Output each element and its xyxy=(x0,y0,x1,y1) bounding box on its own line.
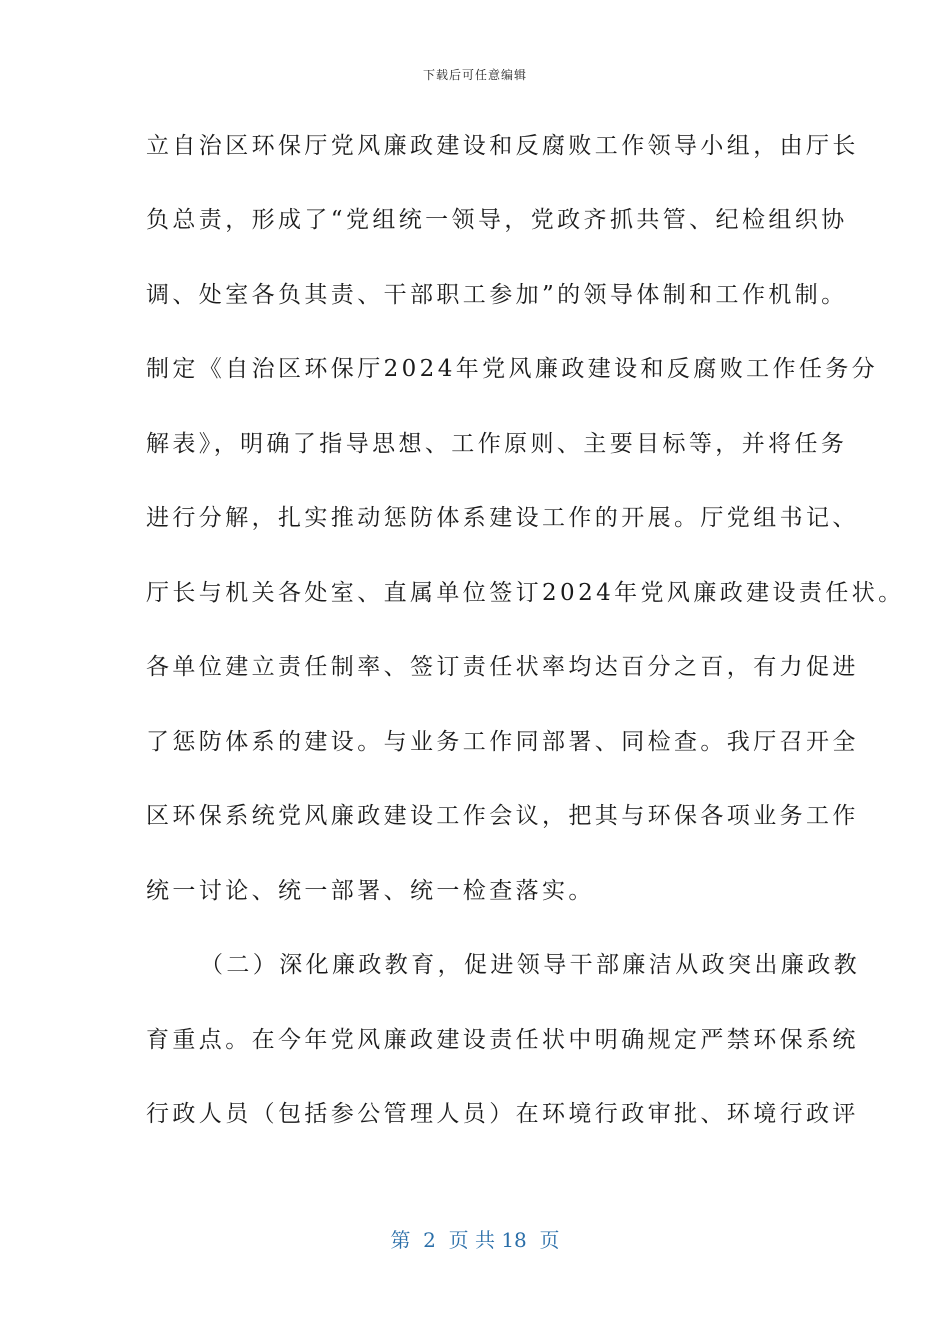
section-heading-line: （二）深化廉政教育，促进领导干部廉洁从政突出廉政教 xyxy=(200,952,860,978)
page-header: 下载后可任意编辑 xyxy=(422,68,527,82)
text-line: 负总责，形成了“党组统一领导，党政齐抓共管、纪检组织协 xyxy=(146,207,848,233)
page-number-footer: 第 2 页 共 18 页 xyxy=(390,1228,560,1252)
text-line: 进行分解，扎实推动惩防体系建设工作的开展。厅党组书记、 xyxy=(146,505,859,531)
text-line: 行政人员（包括参公管理人员）在环境行政审批、环境行政评 xyxy=(146,1101,859,1127)
text-line: 了惩防体系的建设。与业务工作同部署、同检查。我厅召开全 xyxy=(146,729,859,755)
text-line: 统一讨论、统一部署、统一检查落实。 xyxy=(146,878,595,904)
text-line: 厅长与机关各处室、直属单位签订2024年党风廉政建设责任状。 xyxy=(146,580,905,606)
text-line: 调、处室各负其责、干部职工参加”的领导体制和工作机制。 xyxy=(146,282,848,308)
text-line: 区环保系统党风廉政建设工作会议，把其与环保各项业务工作 xyxy=(146,803,859,829)
text-line: 解表》，明确了指导思想、工作原则、主要目标等，并将任务 xyxy=(146,431,848,457)
text-line: 立自治区环保厅党风廉政建设和反腐败工作领导小组，由厅长 xyxy=(146,133,859,159)
text-line: 制定《自治区环保厅2024年党风廉政建设和反腐败工作任务分 xyxy=(146,356,879,382)
text-line: 各单位建立责任制率、签订责任状率均达百分之百，有力促进 xyxy=(146,654,859,680)
text-line: 育重点。在今年党风廉政建设责任状中明确规定严禁环保系统 xyxy=(146,1027,859,1053)
